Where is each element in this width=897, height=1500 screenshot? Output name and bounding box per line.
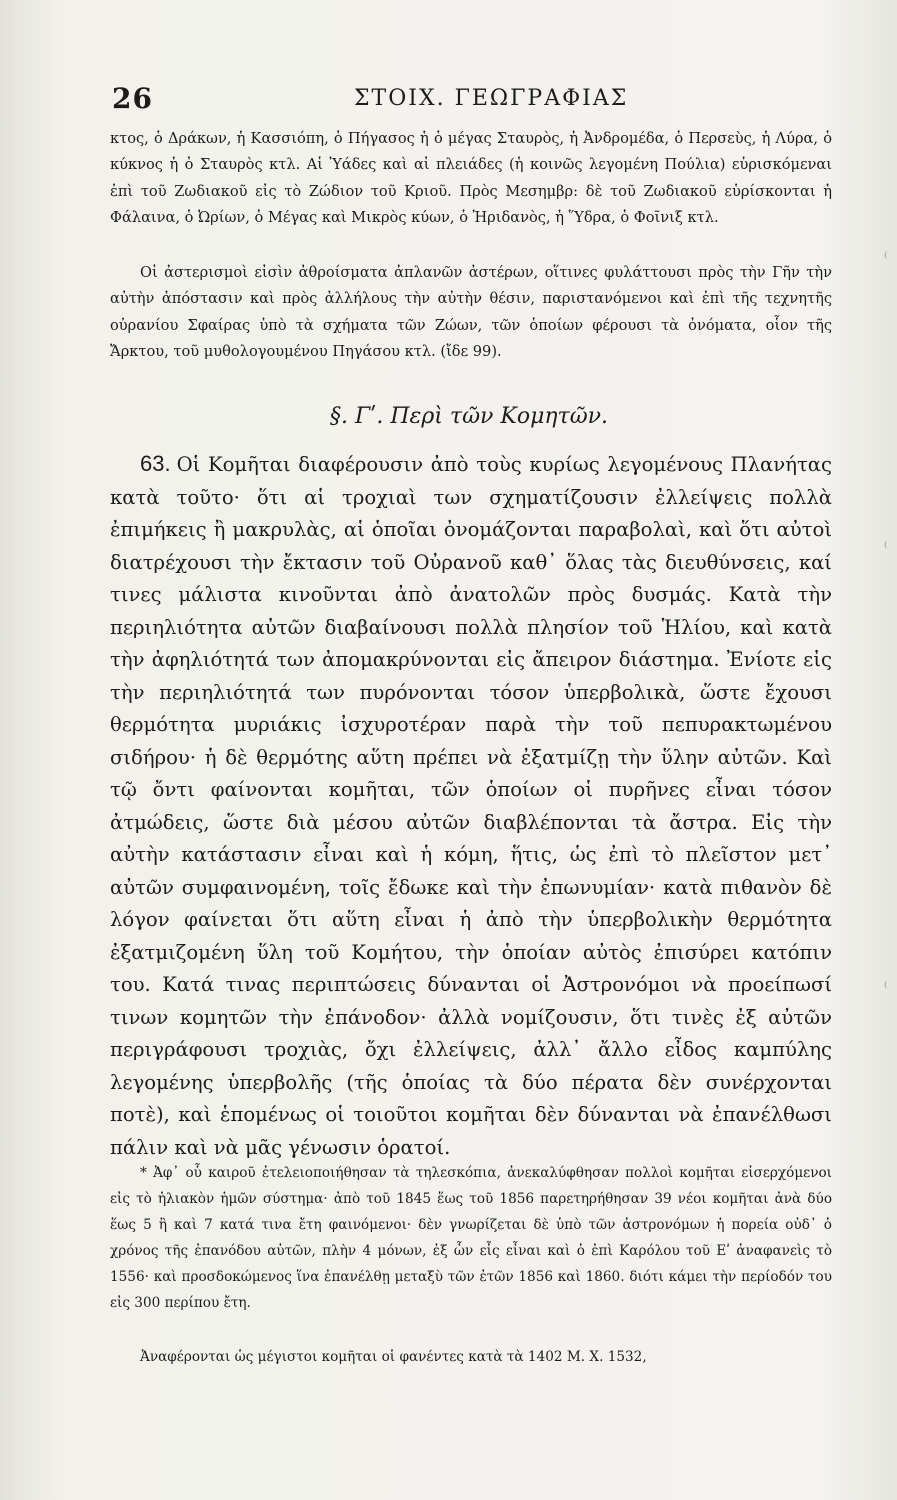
- page-number: 26: [112, 82, 153, 115]
- margin-mark: ⁽: [884, 250, 888, 266]
- section-number: 63.: [140, 451, 171, 476]
- continuation-paragraph: κτος, ὁ Δράκων, ἡ Κασσιόπη, ὁ Πήγασος ἡ ὁ μέγας Σταυρὸς, ἡ Ἀνδρομέδα, ὁ Περσεὺς, ἡ Λύρα, ὁ κύκνος ἡ ὁ Σταυρὸς κτλ. Αἱ Ὑάδες καὶ αἱ πλειάδες (ἡ κοινῶς λεγομένη Πούλια) εὑρισκόμεναι ἐπὶ τοῦ Ζωδιακοῦ εἰς τὸ Ζώδιον τοῦ Κριοῦ. Πρὸς Μεσημβρ: δὲ τοῦ Ζωδιακοῦ εὑρίσκονται ἡ Φάλαινα, ὁ Ὠρίων, ὁ Μέγας καὶ Μικρὸς κύων, ὁ Ἠριδανὸς, ἡ Ὕδρα, ὁ Φοῖνιξ κτλ.: [110, 130, 832, 227]
- margin-mark: ⁽: [884, 540, 888, 556]
- comets-text: Οἱ Κομῆται διαφέρουσιν ἀπὸ τοὺς κυρίως λεγομένους Πλανήτας κατὰ τοῦτο· ὅτι αἱ τροχιαὶ των σχηματίζουσιν ἐλλείψεις πολλὰ ἐπιμήκεις ἢ μακρυλὰς, αἱ ὁποῖαι ὀνομάζονται παραβολαὶ, καὶ ὅτι αὐτοὶ διατρέχουσι τὴν ἔκτασιν τοῦ Οὐρανοῦ καθ᾽ ὅλας τὰς διευθύνσεις, καί τινες μάλιστα κινοῦνται ἀπὸ ἀνατολῶν πρὸς δυσμάς. Κατὰ τὴν περιηλιότητα αὐτῶν διαβαίνουσι πολλὰ πλησίον τοῦ Ἡλίου, καὶ κατὰ τὴν ἀφηλιότητά των ἀπομακρύνονται εἰς ἄπειρον διάστημα. Ἐνίοτε εἰς τὴν περιηλιότητά των πυρόνονται τόσον ὑπερβολικὰ, ὥστε ἔχουσι θερμότητα μυριάκις ἰσχυροτέραν παρὰ τὴν τοῦ πεπυρακτωμένου σιδήρου· ἡ δὲ θερμότης αὕτη πρέπει νὰ ἐξατμίζῃ τὴν ὕλην αὐτῶν. Καὶ τῷ ὄντι φαίνονται κομῆται, τῶν ὁποίων οἱ πυρῆνες εἶναι τόσον ἀτμώδεις, ὥστε διὰ μέσου αὐτῶν διαβλέπονται τὰ ἄστρα. Εἰς τὴν αὐτὴν κατάστασιν εἶναι καὶ ἡ κόμη, ἥτις, ὡς ἐπὶ τὸ πλεῖστον μετ᾽ αὐτῶν συμφαινομένη, τοῖς ἔδωκε καὶ τὴν ἐπωνυμίαν· κατὰ πιθανὸν δὲ λόγον φαίνεται ὅτι αὕτη εἶναι ἡ ἀπὸ τὴν ὑπερβολικὴν θερμότητα ἐξατμιζομένη ὕλη τοῦ Κομήτου, τὴν ὁποίαν αὐτὸς ἐπισύρει κατόπιν του. Κατά τινας περιπτώσεις δύνανται οἱ Ἀστρονόμοι νὰ προείπωσί τινων κομητῶν τὴν ἐπάνοδον· ἀλλὰ νομίζουσιν, ὅτι τινὲς ἐξ αὐτῶν περιγράφουσι τροχιὰς, ὄχι ἐλλείψεις, ἀλλ᾽ ἄλλο εἶδος καμπύλης λεγομένης ὑπερβολῆς (τῆς ὁποίας τὰ δύο πέρατα δὲν συνέρχονται ποτὲ), καὶ ἑπομένως οἱ τοιοῦτοι κομῆται δὲν δύνανται νὰ ἐπανέλθωσι πάλιν καὶ νὰ μᾶς γένωσιν ὁρατοί.: [110, 453, 832, 1159]
- comets-paragraph: [110, 448, 832, 1164]
- section-heading: §. Γʹ. Περὶ τῶν Κομητῶν.: [330, 404, 609, 429]
- footnote-1: * Ἀφ᾽ οὗ καιροῦ ἐτελειοποιήθησαν τὰ τηλεσκόπια, ἀνεκαλύφθησαν πολλοὶ κομῆται εἰσερχόμενοι εἰς τὸ ἡλιακὸν ἡμῶν σύστημα· ἀπὸ τοῦ 1845 ἕως τοῦ 1856 παρετηρήθησαν 39 νέοι κομῆται ἀνὰ δύο ἕως 5 ἢ καὶ 7 κατά τινα ἔτη φαινόμενοι· δὲν γνωρίζεται δὲ ὑπὸ τῶν ἀστρονόμων ἡ πορεία οὐδ᾽ ὁ χρόνος τῆς ἐπανόδου αὐτῶν, πλὴν 4 μόνων, ἐξ ὧν εἷς εἶναι καὶ ὁ ἐπὶ Καρόλου τοῦ Εʹ ἀναφανεὶς τὸ 1556· καὶ προσδοκώμενος ἵνα ἐπανέλθῃ μεταξὺ τῶν ἐτῶν 1856 καὶ 1860. διότι κάμει τὴν περίοδόν του εἰς 300 περίπου ἔτη.: [110, 1165, 832, 1311]
- footnote-2: Ἀναφέρονται ὡς μέγιστοι κομῆται οἱ φανέντες κατὰ τὰ 1402 Μ. Χ. 1532,: [140, 1349, 647, 1365]
- running-title: ΣΤΟΙΧ. ΓΕΩΓΡΑΦΙΑΣ: [354, 86, 629, 111]
- page-header: [112, 82, 832, 116]
- margin-mark: ⁽: [884, 980, 888, 996]
- asterisms-paragraph: Οἱ ἀστερισμοὶ εἰσὶν ἀθροίσματα ἀπλανῶν ἀστέρων, οἵτινες φυλάττουσι πρὸς τὴν Γῆν τὴν αὐτὴν ἀπόστασιν καὶ πρὸς ἀλλήλους τὴν αὐτὴν θέσιν, παριστανόμενοι καὶ ἐπὶ τῆς τεχνητῆς οὐρανίου Σφαίρας ὑπὸ τὰ σχήματα τῶν Ζώων, τῶν ὁποίων φέρουσι τὰ ὀνόματα, οἷον τῆς Ἄρκτου, τοῦ μυθολογουμένου Πηγάσου κτλ. (ἴδε 99).: [110, 264, 832, 361]
